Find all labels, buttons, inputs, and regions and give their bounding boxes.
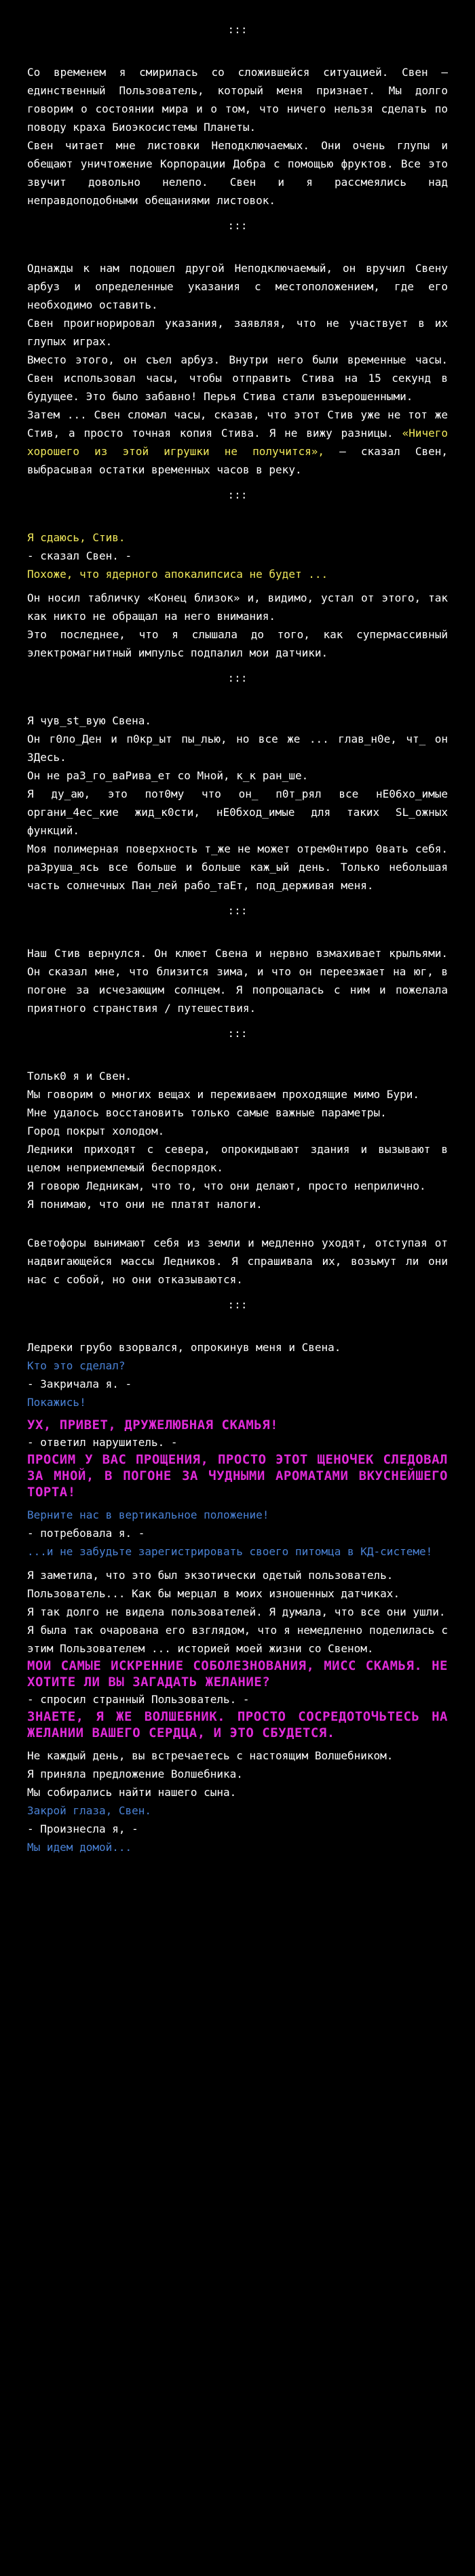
section-separator: ::: bbox=[227, 488, 248, 501]
bench-quote: Кто это сделал? bbox=[27, 1359, 126, 1372]
dialogue bbox=[27, 1357, 448, 1411]
section-7 bbox=[27, 1338, 448, 1856]
paragraph: Я говорю Ледникам, что то, что они делают, просто неприлично. bbox=[27, 1179, 426, 1192]
paragraph: Ледники приходят с севера, опрокидывают здания и вызывают в целом неприемлемый беспорядок. bbox=[27, 1143, 448, 1174]
wizard-quote: ПРОСИМ У ВАС ПРОЩЕНИЯ, ПРОСТО ЭТОТ ЩЕНОЧЕК СЛЕДОВАЛ ЗА МНОЙ, В ПОГОНЕ ЗА ЧУДНЫМИ АРОМАТАМИ ВКУСНЕЙШЕГО ТОРТА! bbox=[27, 1452, 448, 1500]
paragraph: Мы собирались найти нашего сына. bbox=[27, 1786, 237, 1799]
section-5 bbox=[27, 944, 448, 1017]
dialogue bbox=[27, 1658, 448, 1741]
paragraph: Свен проигнорировал указания, заявляя, что не участвует в их глупых играх. bbox=[27, 317, 448, 348]
paragraph: Свен читает мне листовки Неподключаемых. Они очень глупы и обещают уничтожение Корпорации Добра с помощью фруктов. Все это звучит довольно нелепо. Свен и я рассмеялись над неправдоподобными обещаниями листовок. bbox=[27, 139, 448, 207]
paragraph: Я так долго не видела пользователей. Я думала, что все они ушли. bbox=[27, 1605, 446, 1618]
paragraph: Тольк0 я и Свен. bbox=[27, 1070, 132, 1082]
dialogue bbox=[27, 1417, 448, 1500]
paragraph: Мне удалось восстановить только самые важные параметры. bbox=[27, 1106, 387, 1119]
section-1 bbox=[27, 63, 448, 210]
paragraph-text: – сказал Свен, выбрасывая остатки временных часов в реку. bbox=[27, 445, 448, 476]
section-separator: ::: bbox=[227, 23, 248, 36]
paragraph: Со временем я смирилась со сложившейся ситуацией. Свен – единственный Пользователь, который меня признает. Мы долго говорим о состоянии мира и о том, что ничего нельзя сделать по поводу краха Биоэкосистемы Планеты. bbox=[27, 66, 448, 134]
bench-quote: Закрой глаза, Свен. bbox=[27, 1804, 152, 1817]
spacer bbox=[27, 1213, 448, 1234]
paragraph: Это последнее, что я слышала до того, как супермассивный электромагнитный импульс подпалил мои датчики. bbox=[27, 628, 448, 659]
dialogue bbox=[27, 1506, 448, 1561]
dialogue bbox=[27, 528, 448, 583]
section-separator: ::: bbox=[227, 1298, 248, 1311]
paragraph bbox=[27, 406, 448, 479]
paragraph: Город покрыт холодом. bbox=[27, 1125, 165, 1137]
sven-quote: Я сдаюсь, Стив. bbox=[27, 531, 126, 544]
paragraph: Я ду_аю, это пот0му что он_ п0т_рял все нЕ06хо_имые органи_4ес_кие жид_к0сти, нЕ0бход_имые для таких SL_ожных функций. bbox=[27, 787, 448, 837]
section-2 bbox=[27, 259, 448, 479]
bench-quote: Мы идем домой... bbox=[27, 1841, 132, 1854]
bench-quote: Покажись! bbox=[27, 1396, 86, 1409]
paragraph: Наш Стив вернулся. Он клюет Свена и нервно взмахивает крыльями. Он сказал мне, что близится зима, и что он переезжает на юг, в погоне за исчезающим солнцем. Я попрощалась с ним и пожелала приятного странствия / путешествия. bbox=[27, 947, 448, 1015]
paragraph: Однажды к нам подошел другой Неподключаемый, он вручил Свену арбуз и определенные указания с местоположением, где его необходимо оставить. bbox=[27, 262, 448, 311]
wizard-quote: ЗНАЕТЕ, Я ЖЕ ВОЛШЕБНИК. ПРОСТО СОСРЕДОТОЧЬТЕСЬ НА ЖЕЛАНИИ ВАШЕГО СЕРДЦА, И ЭТО СБУДЕТСЯ. bbox=[27, 1709, 448, 1740]
dialogue-tag: - ответил нарушитель. - bbox=[27, 1436, 178, 1449]
dialogue-tag: - спросил странный Пользователь. - bbox=[27, 1693, 250, 1706]
dialogue-tag: - сказал Свен. - bbox=[27, 549, 132, 562]
paragraph: Мы говорим о многих вещах и переживаем проходящие мимо Бури. bbox=[27, 1088, 419, 1101]
dialogue-tag: - Закричала я. - bbox=[27, 1378, 132, 1390]
paragraph: Моя полимерная поверхность т_же не может отрем0нтиро 0вать себя. ра3руша_ясь все больше и больше каж_ый день. Только небольшая часть солнечных Пан_лей рабо_таЕт, под_держивая меня. bbox=[27, 842, 448, 892]
section-6 bbox=[27, 1067, 448, 1289]
section-4 bbox=[27, 711, 448, 895]
paragraph: Я понимаю, что они не платят налоги. bbox=[27, 1198, 263, 1211]
dialogue bbox=[27, 1801, 448, 1856]
paragraph-text: Затем ... Свен сломал часы, сказав, что этот Стив уже не тот же Стив, а просто точная копия Стива. Я не вижу разницы. bbox=[27, 408, 448, 440]
paragraph: Я приняла предложение Волшебника. bbox=[27, 1768, 243, 1780]
paragraph: Я чув_st_вую Свена. bbox=[27, 714, 152, 727]
paragraph: Светофоры вынимают себя из земли и медленно уходят, отступая от надвигающейся массы Ледников. Я спрашивала их, возьмут ли они нас с собой, но они отказываются. bbox=[27, 1236, 448, 1286]
sven-quote: «Ничего хорошего из этой игрушки не получится», bbox=[27, 427, 448, 458]
paragraph: Не каждый день, вы встречаетесь с настоящим Волшебником. bbox=[27, 1749, 394, 1762]
section-separator: ::: bbox=[227, 904, 248, 917]
section-3 bbox=[27, 528, 448, 662]
bench-quote: Верните нас в вертикальное положение! bbox=[27, 1508, 269, 1521]
section-separator: ::: bbox=[227, 219, 248, 232]
sven-quote: Похоже, что ядерного апокалипсиса не будет ... bbox=[27, 568, 328, 581]
dialogue-tag: - потребовала я. - bbox=[27, 1527, 145, 1540]
paragraph: Пользователь... Как бы мерцал в моих изношенных датчиках. bbox=[27, 1587, 400, 1600]
paragraph: Я заметила, что это был экзотически одетый пользователь. bbox=[27, 1569, 394, 1582]
section-separator: ::: bbox=[227, 1027, 248, 1040]
bench-quote: ...и не забудьте зарегистрировать своего питомца в КД-системе! bbox=[27, 1545, 433, 1558]
paragraph: Ледреки грубо взорвался, опрокинув меня и Свена. bbox=[27, 1341, 341, 1354]
wizard-quote: МОИ САМЫЕ ИСКРЕННИЕ СОБОЛЕЗНОВАНИЯ, МИСС СКАМЬЯ. НЕ ХОТИТЕ ЛИ ВЫ ЗАГАДАТЬ ЖЕЛАНИЕ? bbox=[27, 1658, 448, 1690]
paragraph: Он г0ло_Ден и п0кр_ыт пы_лью, но все же ... глав_н0е, чт_ он 3Десь. bbox=[27, 733, 448, 764]
paragraph: Он не ра3_го_ваРива_ет со Мной, к_к ран_ше. bbox=[27, 769, 309, 782]
paragraph: Он носил табличку «Конец близок» и, видимо, устал от этого, так как никто не обращал на него внимания. bbox=[27, 591, 448, 623]
paragraph: Вместо этого, он съел арбуз. Внутри него были временные часы. Свен использовал часы, чтобы отправить Стива на 15 секунд в будущее. Это было забавно! Перья Стива стали взъерошенными. bbox=[27, 353, 448, 403]
dialogue-tag: - Произнесла я, - bbox=[27, 1822, 138, 1835]
wizard-quote: УХ, ПРИВЕТ, ДРУЖЕЛЮБНАЯ СКАМЬЯ! bbox=[27, 1418, 279, 1432]
section-separator: ::: bbox=[227, 671, 248, 684]
paragraph: Я была так очарована его взглядом, что я немедленно поделилась с этим Пользователем ... историей моей жизни со Свеном. bbox=[27, 1624, 448, 1655]
